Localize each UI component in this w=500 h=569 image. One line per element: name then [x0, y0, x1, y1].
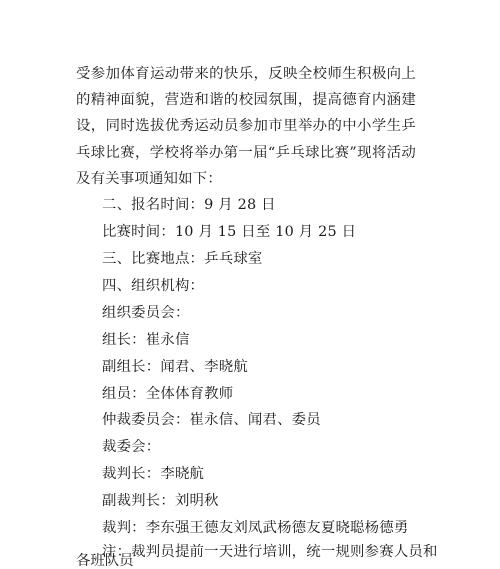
referee-committee-line: 裁委会：: [102, 439, 161, 455]
organizing-committee-line: 组织委员会：: [102, 305, 190, 321]
cut-off-text: [76, 553, 136, 569]
intro-paragraph: 受参加体育运动带来的快乐，反映全校师生积极向上的精神面貌，营造和谐的校园氛围，提高德育内涵建设，同时选拔优秀运动员参加市里举办的中小学生乒乓球比赛，学校将举办第一届“乒乓球比赛”现将活动及有关事项通知如下：: [76, 66, 416, 187]
referees-line: 裁判：李东强王德友刘凤武杨德友夏晓聪杨德勇: [102, 520, 409, 536]
deputy-leader-line: 副组长：闻君、李晓航: [102, 359, 248, 375]
arbitration-committee-line: 仲裁委员会：崔永信、闻君、委员: [102, 412, 321, 428]
organization-heading: 四、组织机构：: [102, 278, 205, 294]
competition-venue-line: 三、比赛地点：乒乓球室: [102, 251, 263, 267]
chief-referee-line: 裁判长：李晓航: [102, 466, 205, 482]
cut-off-text-label: 各班队员: [76, 553, 134, 569]
registration-time-line: 二、报名时间：9 月 28 日: [102, 197, 276, 213]
leader-line: 组长：崔永信: [102, 332, 190, 348]
competition-time-line: 比赛时间：10 月 15 日至 10 月 25 日: [102, 224, 357, 240]
note-line: 注：裁判员提前一天进行培训，统一规则参赛人员和: [102, 544, 438, 560]
deputy-chief-referee-line: 副裁判长：刘明秋: [102, 493, 219, 509]
members-line: 组员：全体体育教师: [102, 386, 234, 402]
